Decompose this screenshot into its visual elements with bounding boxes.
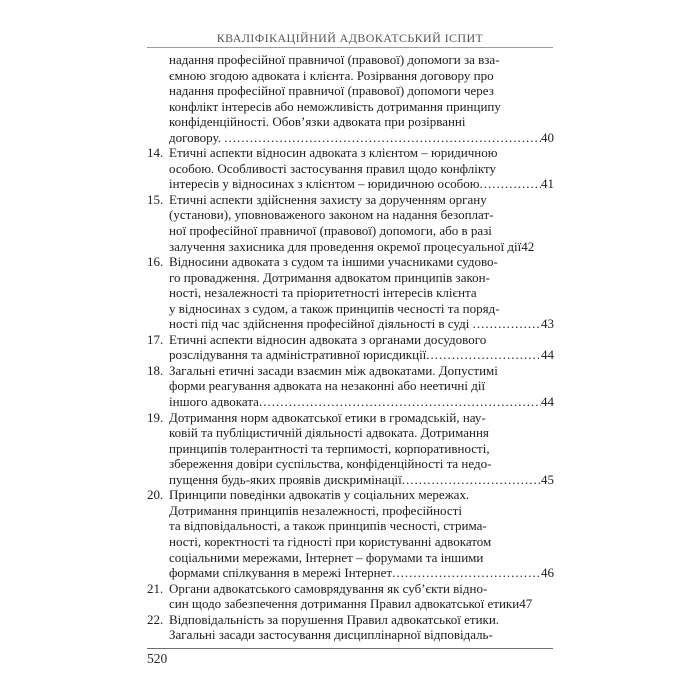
toc-line [147,191,554,208]
toc-line-text: іншого адвоката [169,394,259,410]
toc-entry [147,145,554,192]
toc-line-text: Принципи поведінки адвокатів у соціальних мережах. [169,487,470,503]
header-rule [147,47,553,48]
toc-line [169,68,554,84]
toc-page-line [169,596,554,612]
page-ref: 42 [521,238,535,254]
toc-line-text: у відносинах з судом, а також принципів чесності та поряд- [169,300,500,316]
toc-entry [147,410,554,488]
toc-line [169,99,554,115]
footer-rule [147,648,553,649]
leader-dots [224,130,541,146]
toc-line-text: ності, незалежності та пріоритетності інтересів клієнта [169,285,477,301]
entry-number: 21. [147,580,164,596]
toc-line [169,285,554,301]
toc-line [147,611,554,628]
toc-line [169,627,554,643]
toc-line-text: Етичні аспекти відносин адвоката з органами досудового [169,331,487,347]
toc-line-text: особою. Особливості застосування правил щодо конфлікту [169,160,497,176]
leader-dots [426,347,541,363]
toc-line-text: пущення будь-яких проявів дискримінації [169,471,402,487]
toc-line [169,207,554,223]
toc-line-text: ємною згодою адвоката і клієнта. Розірвання договору про [169,67,494,83]
toc-entry [147,363,554,410]
toc-line [169,518,554,534]
entry-number: 19. [147,409,164,425]
toc-line [169,550,554,566]
leader-dots [402,472,541,488]
toc-line [147,145,554,161]
toc-line [147,362,554,379]
toc-line-text: Загальні етичні засади взаємин між адвокатами. Допустимі [169,362,498,378]
entry-number: 15. [147,191,164,207]
toc-line-text: го провадження. Дотримання адвокатом принципів закон- [169,269,490,285]
toc-line [169,534,554,550]
leader-dots [392,565,541,581]
toc-line-text: договору. [169,129,225,145]
toc-line-text: Дотримання норм адвокатської етики в громадській, нау- [169,409,486,425]
toc-line-text: Етичні аспекти здійснення захисту за дорученням органу [169,191,487,207]
toc-line-text: ковій та публіцистичній діяльності адвоката. Дотримання [169,425,489,441]
toc-line-text: інтересів у відносинах з клієнтом – юридичною особою [169,176,480,192]
toc-page-line [169,316,554,332]
entry-number: 22. [147,611,164,627]
entry-number: 20. [147,487,164,503]
toc-line [147,254,554,270]
toc-page-line [169,394,554,410]
toc-line-text: надання професійної правничої (правової) допомоги через [169,83,494,99]
toc-line-text: Дотримання принципів незалежності, професійності [169,502,462,518]
page-ref: 44 [541,394,554,410]
toc-line [147,580,554,597]
toc-line-text: Загальні засади застосування дисциплінарної відповідаль- [169,627,493,643]
toc-entry [147,332,554,363]
toc-entry [147,581,554,612]
toc-line-text: Етичні аспекти відносин адвоката з клієнтом – юридичною [169,145,498,161]
toc-line [169,441,554,457]
toc-entry [147,612,554,643]
toc-line-text: ної професійної правничої (правової) допомоги, або в разі [169,223,492,239]
page-ref: 45 [541,471,554,487]
toc-entry [147,487,554,580]
toc-line [147,487,554,503]
running-header: КВАЛІФІКАЦІЙНИЙ АДВОКАТСЬКИЙ ІСПИТ [216,31,484,45]
toc-line [169,425,554,441]
toc-line [169,301,554,317]
toc-line-text: Відносини адвоката з судом та іншими учасниками судово- [169,254,498,270]
toc-line-text: конфіденційності. Обов’язки адвоката при розірванні [169,114,466,130]
toc-page-line [169,565,554,581]
toc-entry [147,192,554,254]
toc-page-line [169,347,554,363]
toc-line-text: збереження довіри суспільства, конфіденційності та недо- [169,456,492,472]
toc-line [169,114,554,130]
toc-line-text: форми реагування адвоката на незаконні або неетичні дії [169,378,486,394]
toc-line [147,409,554,426]
toc-line-text: ності під час здійснення професійної діяльності в суді [169,316,473,332]
entry-number: 18. [147,362,164,378]
toc-line-text: та відповідальності, а також принципів чесності, стрима- [169,518,487,534]
leader-dots [259,394,541,410]
toc-line [169,223,554,239]
toc-page-line [169,176,554,192]
toc-line-text: принципів толерантності та терпимості, корпоративності, [169,440,490,456]
toc-line-text: соціальними мережами, Інтернет – форумами та іншими [169,549,484,565]
toc-line [169,270,554,286]
page-ref: 43 [541,316,554,332]
page-ref: 44 [541,347,554,363]
toc-line-text: син щодо забезпечення дотримання Правил адвокатської етики [169,596,520,612]
entry-number: 14. [147,145,164,161]
entry-number: 16. [147,254,164,270]
toc-line-text: надання професійної правничої (правової) допомоги за вза- [169,52,500,67]
page-ref: 46 [541,565,554,581]
toc-page-line [169,239,554,255]
toc-line [169,83,554,99]
table-of-contents [147,52,554,643]
toc-line-text: залучення захисника для проведення окремої процесуальної дії [169,238,522,254]
toc-line [169,378,554,394]
page-ref: 47 [519,596,533,612]
toc-page-line [169,130,554,146]
page-number: 520 [147,651,168,666]
toc-line [169,52,554,68]
page-ref: 40 [541,129,554,145]
toc-line-text: розслідування та адміністративної юрисдикції [169,347,427,363]
leader-dots [473,316,541,332]
toc-line-text: ності, коректності та гідності при користуванні адвокатом [169,533,492,549]
leader-dots [479,176,541,192]
toc-entry [147,254,554,332]
toc-line-text: формами спілкування в мережі Інтернет [169,565,393,581]
toc-page-line [169,472,554,488]
toc-line [169,503,554,519]
toc-line-text: конфлікт інтересів або неможливість дотримання принципу [169,98,501,114]
toc-entry [147,52,554,145]
toc-line [169,456,554,472]
toc-line-text: Відповідальність за порушення Правил адвокатської етики. [169,611,500,627]
page-ref: 41 [541,176,554,192]
toc-line-text: (установи), уповноваженого законом на надання безоплат- [169,207,494,223]
toc-line [169,161,554,177]
entry-number: 17. [147,331,164,347]
toc-line [147,331,554,348]
toc-line-text: Органи адвокатського самоврядування як суб’єкти відно- [169,580,488,596]
